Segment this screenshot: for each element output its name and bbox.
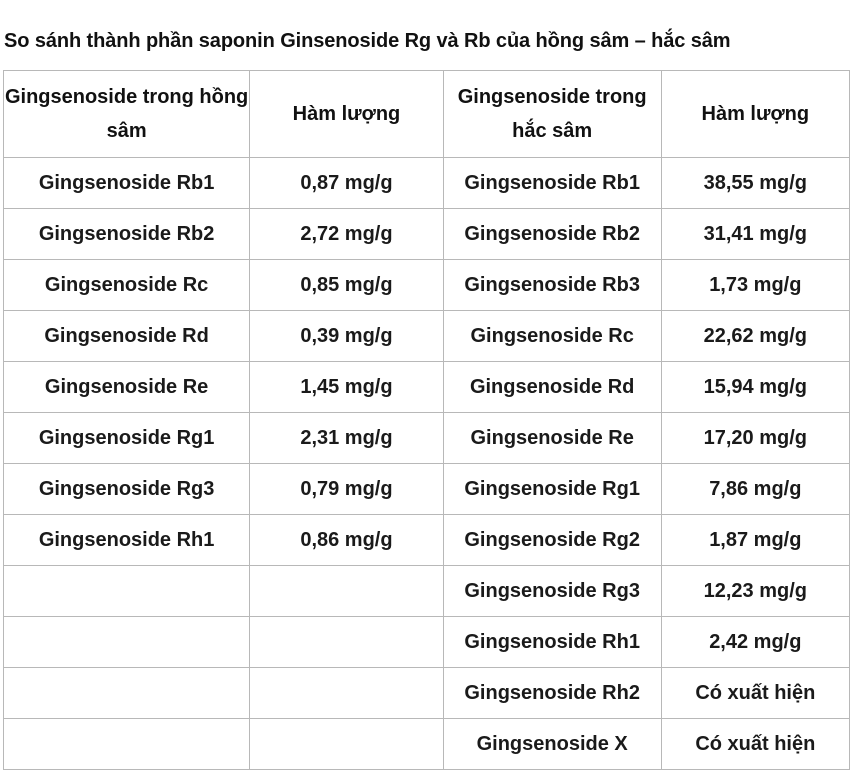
- table-row: [4, 209, 850, 260]
- red-ginseng-ginsenoside-cell: Gingsenoside Rd: [4, 311, 250, 362]
- red-ginseng-amount-cell: 0,79 mg/g: [250, 464, 443, 515]
- black-ginseng-amount-cell: 15,94 mg/g: [661, 362, 849, 413]
- red-ginseng-amount-cell: [250, 566, 443, 617]
- header-red-ginseng-ginsenoside: Gingsenoside trong hồng sâm: [4, 71, 250, 158]
- black-ginseng-amount-cell: 38,55 mg/g: [661, 158, 849, 209]
- black-ginseng-ginsenoside-cell: Gingsenoside X: [443, 719, 661, 770]
- table-row: [4, 158, 850, 209]
- black-ginseng-amount-cell: 2,42 mg/g: [661, 617, 849, 668]
- red-ginseng-ginsenoside-cell: [4, 668, 250, 719]
- red-ginseng-amount-cell: 0,85 mg/g: [250, 260, 443, 311]
- black-ginseng-amount-cell: 22,62 mg/g: [661, 311, 849, 362]
- black-ginseng-ginsenoside-cell: Gingsenoside Rc: [443, 311, 661, 362]
- saponin-comparison-table: [3, 70, 850, 770]
- table-row: [4, 311, 850, 362]
- table-row: [4, 719, 850, 770]
- red-ginseng-amount-cell: [250, 668, 443, 719]
- table-row: [4, 362, 850, 413]
- table-body: [4, 158, 850, 770]
- red-ginseng-ginsenoside-cell: Gingsenoside Rg3: [4, 464, 250, 515]
- red-ginseng-ginsenoside-cell: Gingsenoside Re: [4, 362, 250, 413]
- red-ginseng-amount-cell: 0,39 mg/g: [250, 311, 443, 362]
- red-ginseng-amount-cell: 2,31 mg/g: [250, 413, 443, 464]
- black-ginseng-ginsenoside-cell: Gingsenoside Rb2: [443, 209, 661, 260]
- header-black-ginseng-ginsenoside: Gingsenoside trong hắc sâm: [443, 71, 661, 158]
- red-ginseng-ginsenoside-cell: [4, 719, 250, 770]
- red-ginseng-ginsenoside-cell: [4, 566, 250, 617]
- red-ginseng-amount-cell: 0,86 mg/g: [250, 515, 443, 566]
- black-ginseng-ginsenoside-cell: Gingsenoside Rb3: [443, 260, 661, 311]
- black-ginseng-amount-cell: 17,20 mg/g: [661, 413, 849, 464]
- red-ginseng-ginsenoside-cell: [4, 617, 250, 668]
- red-ginseng-amount-cell: 2,72 mg/g: [250, 209, 443, 260]
- black-ginseng-ginsenoside-cell: Gingsenoside Rg1: [443, 464, 661, 515]
- black-ginseng-ginsenoside-cell: Gingsenoside Rh1: [443, 617, 661, 668]
- table-row: [4, 413, 850, 464]
- black-ginseng-amount-cell: 1,87 mg/g: [661, 515, 849, 566]
- table-row: [4, 260, 850, 311]
- red-ginseng-amount-cell: [250, 617, 443, 668]
- table-row: [4, 617, 850, 668]
- red-ginseng-amount-cell: 0,87 mg/g: [250, 158, 443, 209]
- table-row: [4, 668, 850, 719]
- header-red-ginseng-amount: Hàm lượng: [250, 71, 443, 158]
- table-header-row: [4, 71, 850, 158]
- black-ginseng-ginsenoside-cell: Gingsenoside Rd: [443, 362, 661, 413]
- table-row: [4, 464, 850, 515]
- black-ginseng-ginsenoside-cell: Gingsenoside Rg3: [443, 566, 661, 617]
- header-black-ginseng-amount: Hàm lượng: [661, 71, 849, 158]
- black-ginseng-amount-cell: Có xuất hiện: [661, 719, 849, 770]
- red-ginseng-ginsenoside-cell: Gingsenoside Rc: [4, 260, 250, 311]
- table-row: [4, 515, 850, 566]
- black-ginseng-ginsenoside-cell: Gingsenoside Rb1: [443, 158, 661, 209]
- black-ginseng-amount-cell: 1,73 mg/g: [661, 260, 849, 311]
- black-ginseng-amount-cell: 31,41 mg/g: [661, 209, 849, 260]
- black-ginseng-amount-cell: Có xuất hiện: [661, 668, 849, 719]
- red-ginseng-ginsenoside-cell: Gingsenoside Rh1: [4, 515, 250, 566]
- red-ginseng-ginsenoside-cell: Gingsenoside Rb2: [4, 209, 250, 260]
- black-ginseng-ginsenoside-cell: Gingsenoside Re: [443, 413, 661, 464]
- table-row: [4, 566, 850, 617]
- black-ginseng-amount-cell: 12,23 mg/g: [661, 566, 849, 617]
- red-ginseng-amount-cell: 1,45 mg/g: [250, 362, 443, 413]
- black-ginseng-ginsenoside-cell: Gingsenoside Rh2: [443, 668, 661, 719]
- page-title: So sánh thành phần saponin Ginsenoside Rg và Rb của hồng sâm – hắc sâm: [4, 30, 731, 52]
- red-ginseng-ginsenoside-cell: Gingsenoside Rb1: [4, 158, 250, 209]
- black-ginseng-ginsenoside-cell: Gingsenoside Rg2: [443, 515, 661, 566]
- red-ginseng-amount-cell: [250, 719, 443, 770]
- red-ginseng-ginsenoside-cell: Gingsenoside Rg1: [4, 413, 250, 464]
- black-ginseng-amount-cell: 7,86 mg/g: [661, 464, 849, 515]
